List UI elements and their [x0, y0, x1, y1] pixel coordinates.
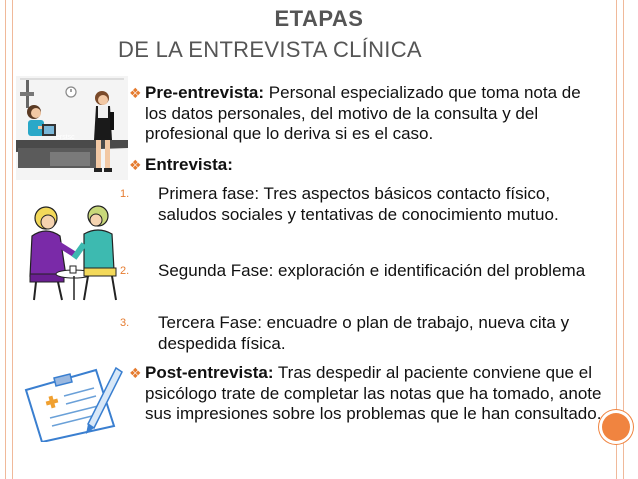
list-number: 2.: [120, 265, 130, 277]
list-number: 1.: [120, 188, 130, 200]
item-term: Post-entrevista:: [145, 363, 274, 382]
office-sign-text: erstsc: [56, 134, 75, 141]
list-item-pre-entrevista: [145, 83, 605, 145]
bullet-icon: ❖: [129, 158, 142, 174]
slide-subtitle: DE LA ENTREVISTA CLÍNICA: [118, 37, 422, 62]
list-number: 3.: [120, 317, 130, 329]
list-item-entrevista: [145, 155, 605, 176]
slide-title: ETAPAS: [274, 6, 364, 31]
item-term: Pre-entrevista:: [145, 83, 265, 102]
list-item-post-entrevista: [145, 363, 610, 425]
list-item-segunda-fase: Segunda Fase: exploración e identificación del problema: [158, 261, 586, 280]
bullet-icon: ❖: [129, 366, 142, 382]
bullet-icon: ❖: [129, 86, 142, 102]
item-text: Tras despedir al paciente conviene que el psicólogo trate de completar las notas que ha tomado, anote sus impresiones sobre los problemas que le han consultado.: [145, 363, 602, 423]
list-item-tercera-fase: Tercera Fase: encuadre o plan de trabajo, nueva cita y despedida física.: [158, 313, 570, 353]
item-text: Personal especializado que toma nota de los datos personales, del motivo de la consulta y del profesional que lo deriva si es el caso.: [145, 83, 581, 143]
item-term: Entrevista:: [145, 155, 233, 174]
list-item-primera-fase: Primera fase: Tres aspectos básicos contacto físico, saludos sociales y tentativas de conocimiento mutuo.: [158, 184, 559, 224]
